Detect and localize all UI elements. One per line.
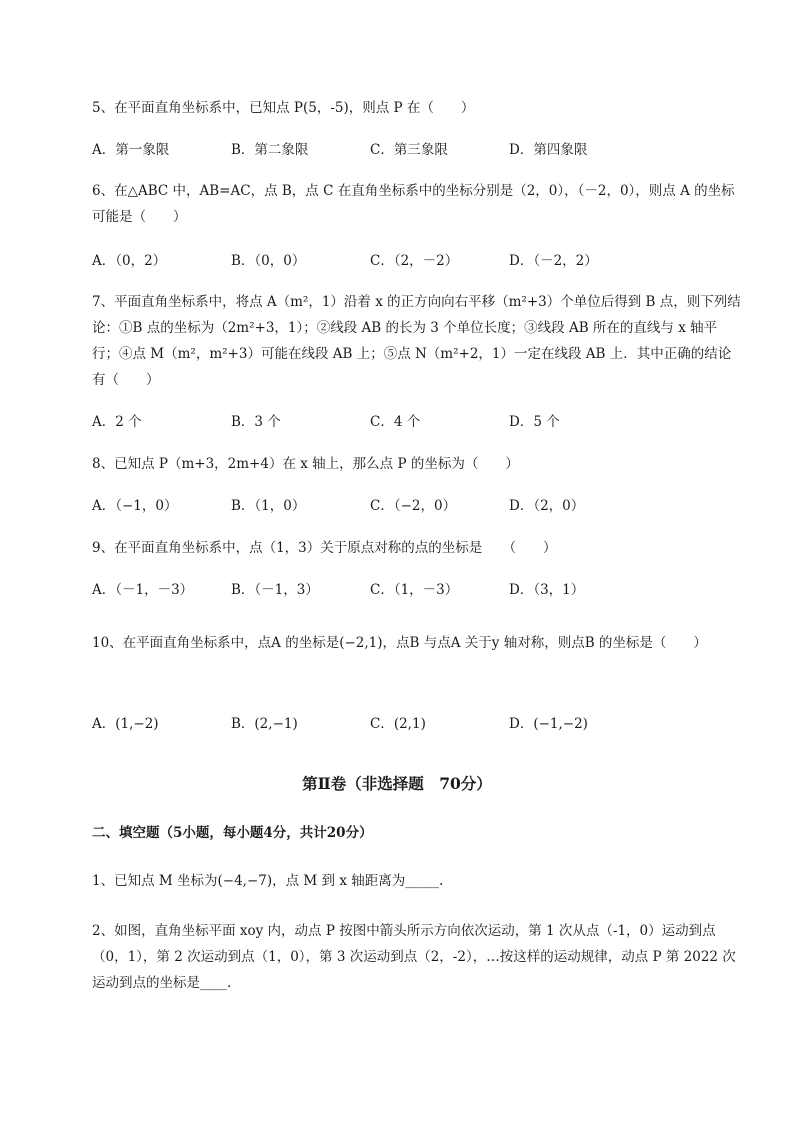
option-b: B．（－1，3） [231,582,319,598]
option-d: D．（－2，2） [509,253,598,269]
question-8-options [92,494,742,518]
option-c: C．（1，－3） [370,582,459,598]
question-8-stem: 8、已知点 P（m+3，2m+4）在 x 轴上，那么点 P 的坐标为（ ） [92,456,519,472]
option-d: D．（3，1） [509,582,585,598]
option-c: C．(2,1) [370,716,426,732]
option-b: B．(2,−1) [231,716,298,732]
option-b: B．第二象限 [231,142,309,158]
option-c: C．（2，－2） [370,253,459,269]
question-9-options [92,578,742,602]
question-6-options [92,249,742,273]
question-10-stem: 10、在平面直角坐标系中，点A 的坐标是(−2,1)，点B 与点A 关于y 轴对称，则点B 的坐标是（ ） [92,635,707,651]
question-7-options [92,410,742,434]
fill-question-1: 1、已知点 M 坐标为(−4,−7)，点 M 到 x 轴距离为_____. [92,873,444,889]
fill-question-2: 2、如图，直角坐标平面 xoy 内，动点 P 按图中箭头所示方向依次运动，第 1 次从点（-1，0）运动到点（0，1），第 2 次运动到点（1，0），第 3 次运动到点（2，-2），…按这样的运动规律，动点 P 第 2022 次运动到点的坐标是____. [92,923,736,991]
option-b: B．（0，0） [231,253,306,269]
question-9-stem: 9、在平面直角坐标系中，点（1，3）关于原点对称的点的坐标是 （ ） [92,540,557,556]
option-a: A．（－1，－3） [92,582,194,598]
option-a: A．第一象限 [92,142,170,158]
question-7-stem: 7、平面直角坐标系中，将点 A（m²，1）沿着 x 的正方向向右平移（m²+3）个单位后得到 B 点，则下列结论：①B 点的坐标为（2m²+3，1）；②线段 AB 的长为 3 个单位长度；③线段 AB 所在的直线与 x 轴平行；④点 M（m²，m²+3）可能在线段 AB 上；⑤点 N（m²+2，1）一定在线段 AB 上．其中正确的结论有（ ） [92,294,741,388]
option-d: D．5 个 [509,414,560,430]
option-d: D．（2，0） [509,498,585,514]
option-c: C．第三象限 [370,142,448,158]
option-b: B．3 个 [231,414,281,430]
section-title: 第Ⅱ卷（非选择题 70分） [302,774,492,793]
question-10-options [92,712,742,736]
question-6-stem: 6、在△ABC 中，AB=AC，点 B，点 C 在直角坐标系中的坐标分别是（2，0），（－2，0），则点 A 的坐标可能是（ ） [92,183,735,225]
option-c: C．4 个 [370,414,421,430]
option-d: D．(−1,−2) [509,716,588,732]
question-5-stem: 5、在平面直角坐标系中，已知点 P(5，-5)，则点 P 在（ ） [92,100,475,116]
option-d: D．第四象限 [509,142,588,158]
option-a: A．（0，2） [92,253,167,269]
option-a: A．(1,−2) [92,716,159,732]
option-b: B．（1，0） [231,498,306,514]
question-5-options [92,138,742,162]
option-a: A．（−1，0） [92,498,178,514]
option-a: A．2 个 [92,414,142,430]
option-c: C．（−2，0） [370,498,457,514]
section-subtitle: 二、填空题（5小题，每小题4分，共计20分） [92,825,373,841]
